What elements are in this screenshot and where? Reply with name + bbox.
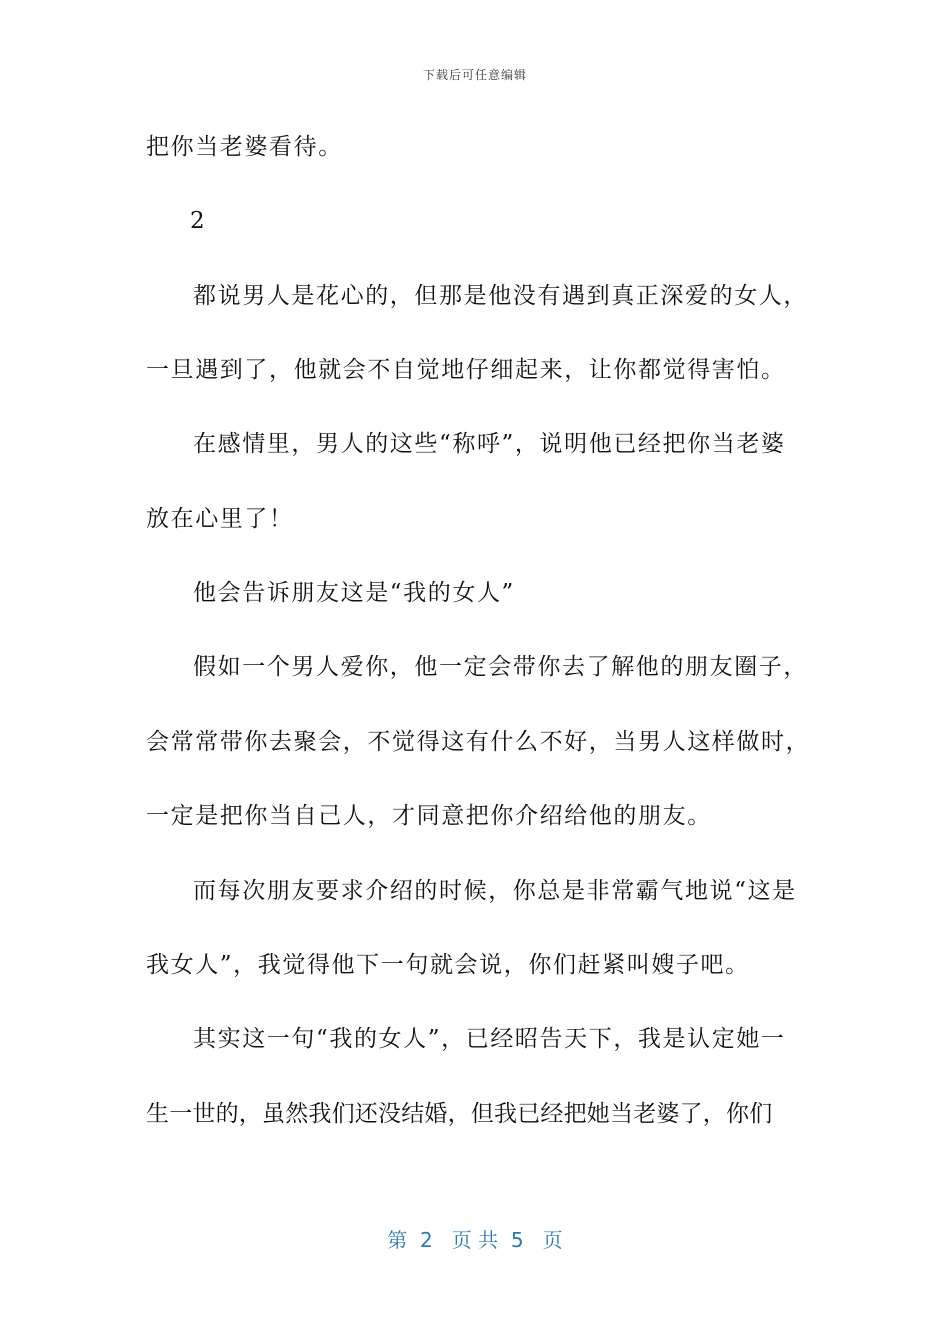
- body-line: 他会告诉朋友这是“我的女人”: [193, 580, 515, 606]
- page-footer: 第 2 页 共 5 页: [387, 1228, 563, 1252]
- body-line: 假如一个男人爱你，他一定会带你去了解他的朋友圈子，: [193, 654, 808, 680]
- body-line: 会常常带你去聚会，不觉得这有什么不好，当男人这样做时，: [146, 729, 811, 755]
- body-line: 把你当老婆看待。: [146, 134, 343, 160]
- body-line: 生一世的，虽然我们还没结婚，但我已经把她当老婆了，你们: [146, 1101, 773, 1127]
- page-header: 下载后可任意编辑: [422, 68, 527, 82]
- body-line: 在感情里，男人的这些“称呼”，说明他已经把你当老婆: [193, 431, 786, 457]
- body-line: 一旦遇到了，他就会不自觉地仔细起来，让你都觉得害怕。: [146, 357, 786, 383]
- body-line: 其实这一句“我的女人”，已经昭告天下，我是认定她一: [193, 1026, 786, 1052]
- body-line: 而每次朋友要求介绍的时候，你总是非常霸气地说“这是: [193, 878, 797, 904]
- body-line: 放在心里了！: [146, 506, 294, 532]
- body-line: 我女人”，我觉得他下一句就会说，你们赶紧叫嫂子吧。: [146, 952, 750, 978]
- body-line: 2: [190, 208, 207, 234]
- body-line: 一定是把你当自己人，才同意把你介绍给他的朋友。: [146, 803, 712, 829]
- body-line: 都说男人是花心的，但那是他没有遇到真正深爱的女人，: [193, 283, 808, 309]
